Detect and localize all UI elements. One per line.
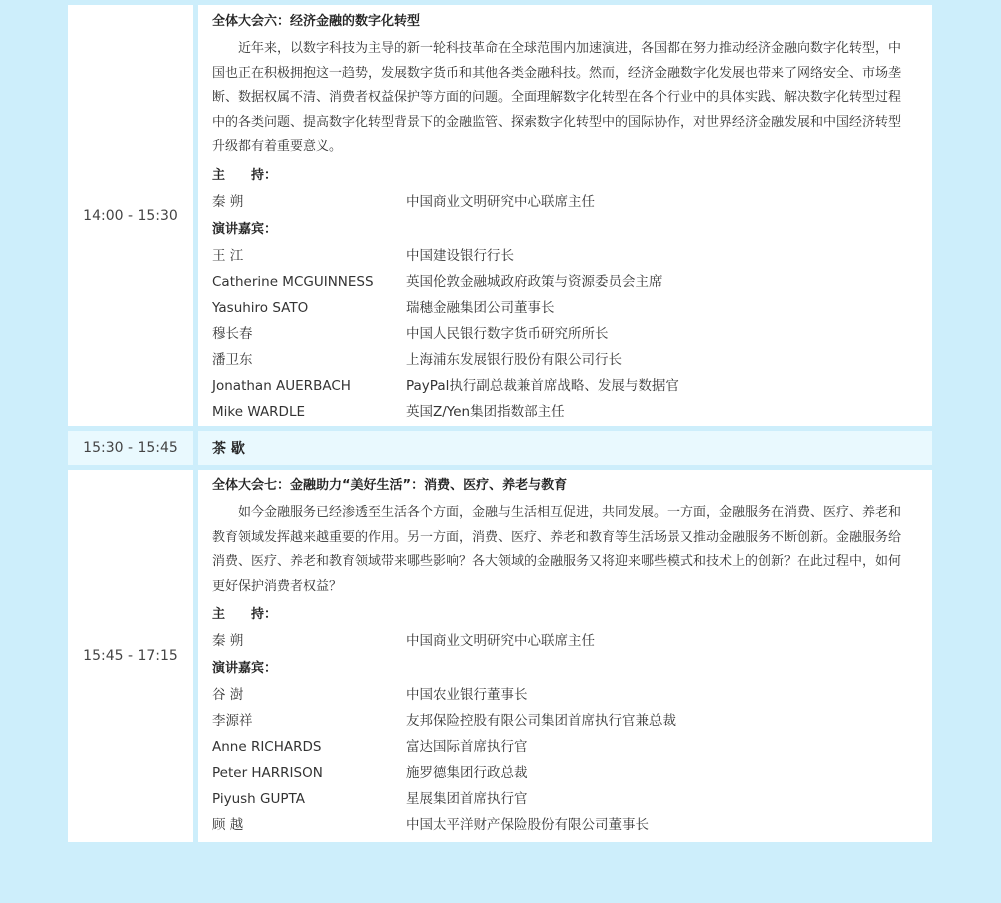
- person-role: PayPal执行副总裁兼首席战略、发展与数据官: [406, 377, 679, 394]
- person-name: 穆长春: [212, 325, 253, 342]
- person-role: 富达国际首席执行官: [406, 739, 528, 755]
- person-name: 顾 越: [212, 817, 244, 833]
- agenda-row-session-7: [68, 470, 932, 842]
- person-role: 中国太平洋财产保险股份有限公司董事长: [406, 817, 649, 833]
- session-title: 全体大会七：金融助力“美好生活”：消费、医疗、养老与教育: [212, 478, 568, 493]
- speaker-row: [212, 399, 912, 425]
- tea-break-label: 茶 歇: [212, 441, 245, 457]
- person-name: 王 江: [212, 247, 244, 264]
- time-slot: 15:30 - 15:45: [68, 431, 193, 465]
- person-name: Catherine MCGUINNESS: [212, 273, 374, 290]
- person-role: 友邦保险控股有限公司集团首席执行官兼总裁: [406, 713, 676, 729]
- speakers-label: 演讲嘉宾：: [212, 221, 278, 237]
- speaker-row: [212, 347, 912, 373]
- person-name: Piyush GUPTA: [212, 791, 305, 807]
- person-name: Mike WARDLE: [212, 403, 306, 420]
- person-role: 中国商业文明研究中心联席主任: [406, 633, 595, 649]
- agenda-row-session-6: [68, 5, 932, 426]
- speaker-row: [212, 269, 912, 295]
- speaker-row: [212, 734, 912, 760]
- person-name: Peter HARRISON: [212, 765, 323, 781]
- person-name: Jonathan AUERBACH: [212, 377, 351, 394]
- speaker-row: [212, 243, 912, 269]
- person-name: Anne RICHARDS: [212, 739, 322, 755]
- host-row: [212, 628, 912, 654]
- person-role: 中国商业文明研究中心联席主任: [406, 193, 595, 210]
- person-role: 瑞穗金融集团公司董事长: [406, 299, 555, 316]
- person-role: 施罗德集团行政总裁: [406, 765, 528, 781]
- session-content: [198, 5, 932, 426]
- session-description: 如今金融服务已经渗透至生活各个方面，金融与生活相互促进，共同发展。一方面，金融服务在消费、医疗、养老和教育领域发挥越来越重要的作用。另一方面，消费、医疗、养老和教育等生活场景又推动金融服务不断创新。金融服务给消费、医疗、养老和教育领域带来哪些影响？各大领域的金融服务又将迎来哪些模式和技术上的创新？在此过程中，如何更好保护消费者权益？: [212, 505, 902, 594]
- person-role: 上海浦东发展银行股份有限公司行长: [406, 351, 622, 368]
- session-content: [198, 470, 932, 842]
- speaker-row: [212, 760, 912, 786]
- person-role: 英国伦敦金融城政府政策与资源委员会主席: [406, 273, 663, 290]
- person-name: 秦 朔: [212, 193, 244, 210]
- person-name: Yasuhiro SATO: [212, 299, 309, 316]
- person-name: 谷 澍: [212, 687, 244, 703]
- person-name: 秦 朔: [212, 633, 244, 649]
- host-row: [212, 189, 912, 215]
- speaker-row: [212, 786, 912, 812]
- time-slot: 15:45 - 17:15: [68, 470, 193, 842]
- person-name: 潘卫东: [212, 351, 253, 368]
- person-role: 中国农业银行董事长: [406, 687, 528, 703]
- speaker-row: [212, 708, 912, 734]
- speakers-label: 演讲嘉宾：: [212, 661, 278, 676]
- person-role: 中国人民银行数字货币研究所所长: [406, 325, 609, 342]
- person-role: 星展集团首席执行官: [406, 791, 528, 807]
- agenda-row-tea-break: [68, 431, 932, 465]
- speaker-row: [212, 295, 912, 321]
- time-slot: 14:00 - 15:30: [68, 5, 193, 426]
- host-label: 主 持：: [212, 607, 278, 622]
- speaker-row: [212, 682, 912, 708]
- session-description: 近年来，以数字科技为主导的新一轮科技革命在全球范围内加速演进，各国都在努力推动经济金融向数字化转型，中国也正在积极拥抱这一趋势，发展数字货币和其他各类金融科技。然而，经济金融数字化发展也带来了网络安全、市场垄断、数据权属不清、消费者权益保护等方面的问题。全面理解数字化转型在各个行业中的具体实践、解决数字化转型过程中的各类问题、提高数字化转型背景下的金融监管、探索数字化转型中的国际协作，对世界经济金融发展和中国经济转型升级都有着重要意义。: [212, 41, 902, 154]
- session-title: 全体大会六：经济金融的数字化转型: [212, 14, 421, 29]
- person-name: 李源祥: [212, 713, 253, 729]
- break-content: [198, 431, 932, 465]
- person-role: 英国Z/Yen集团指数部主任: [406, 403, 565, 420]
- host-label: 主 持：: [212, 167, 278, 183]
- speaker-row: [212, 373, 912, 399]
- speaker-row: [212, 321, 912, 347]
- speaker-row: [212, 812, 912, 838]
- person-role: 中国建设银行行长: [406, 247, 514, 264]
